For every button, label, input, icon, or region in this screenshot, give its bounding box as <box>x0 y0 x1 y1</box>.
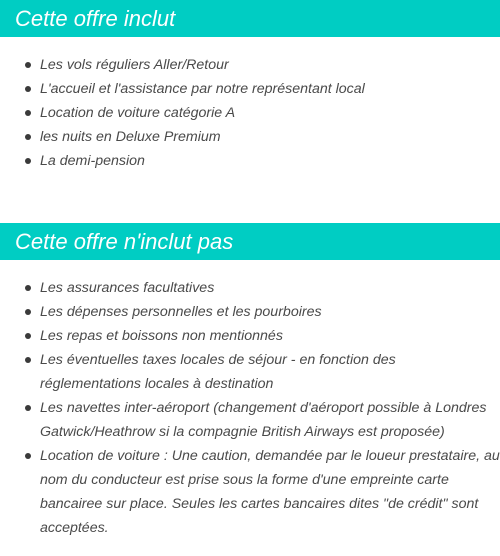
excluded-heading: Cette offre n'inclut pas <box>0 223 500 260</box>
excluded-list <box>0 260 500 540</box>
bullet-icon <box>25 333 31 339</box>
bullet-icon <box>25 134 31 140</box>
included-list <box>0 37 500 173</box>
excluded-item-text: Les dépenses personnelles et les pourboires <box>40 304 322 320</box>
excluded-item-text: Location de voiture : Une caution, demandée par le loueur prestataire, au nom du conducteur est prise sous la forme d'une empreinte carte bancairee sur place. Seules les cartes bancaires dites "de crédit" sont acceptées. <box>40 448 500 536</box>
excluded-section <box>0 223 500 540</box>
bullet-icon <box>25 86 31 92</box>
excluded-item-text: Les éventuelles taxes locales de séjour - en fonction des réglementations locales à destination <box>40 352 396 392</box>
included-item <box>0 149 500 173</box>
bullet-icon <box>25 405 31 411</box>
included-section <box>0 0 500 173</box>
included-item-text: La demi-pension <box>40 153 145 169</box>
excluded-item-text: Les navettes inter-aéroport (changement d'aéroport possible à Londres Gatwick/Heathrow si la compagnie British Airways est proposée) <box>40 400 487 440</box>
bullet-icon <box>25 285 31 291</box>
excluded-item-text: Les repas et boissons non mentionnés <box>40 328 283 344</box>
excluded-item <box>0 348 500 396</box>
included-item <box>0 101 500 125</box>
bullet-icon <box>25 158 31 164</box>
bullet-icon <box>25 309 31 315</box>
included-item-text: Les vols réguliers Aller/Retour <box>40 57 229 73</box>
excluded-item <box>0 444 500 540</box>
included-item-text: les nuits en Deluxe Premium <box>40 129 221 145</box>
included-item-text: L'accueil et l'assistance par notre représentant local <box>40 81 365 97</box>
excluded-item <box>0 300 500 324</box>
included-heading: Cette offre inclut <box>0 0 500 37</box>
excluded-item <box>0 396 500 444</box>
bullet-icon <box>25 110 31 116</box>
excluded-item <box>0 276 500 300</box>
bullet-icon <box>25 453 31 459</box>
bullet-icon <box>25 62 31 68</box>
excluded-item <box>0 324 500 348</box>
included-item <box>0 77 500 101</box>
included-item-text: Location de voiture catégorie A <box>40 105 236 121</box>
included-item <box>0 125 500 149</box>
bullet-icon <box>25 357 31 363</box>
included-item <box>0 53 500 77</box>
excluded-item-text: Les assurances facultatives <box>40 280 215 296</box>
